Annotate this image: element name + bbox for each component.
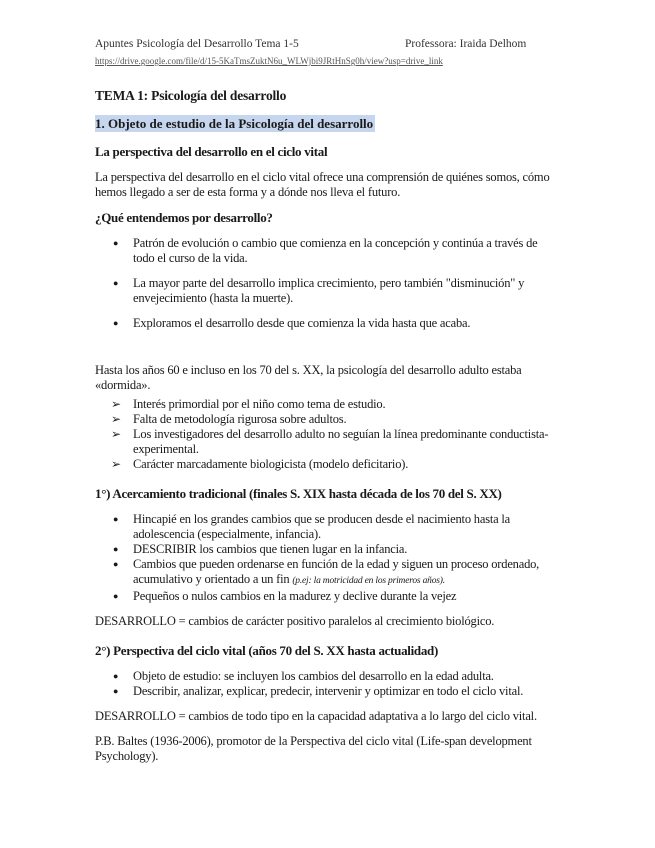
list-item-text: Cambios que pueden ordenarse en función de la edad y siguen un proceso ordenado, acumulativo y orientado a un fin: [133, 557, 540, 586]
spacer: [95, 341, 557, 363]
list-item: ● Exploramos el desarrollo desde que comienza la vida hasta que acaba.: [95, 316, 557, 331]
list-item: ● Pequeños o nulos cambios en la madurez y declive durante la vejez: [95, 589, 557, 604]
list-item: ● La mayor parte del desarrollo implica crecimiento, pero también "disminución" y envejecimiento (hasta la muerte).: [95, 276, 557, 306]
list-item: ● Patrón de evolución o cambio que comienza en la concepción y continúa a través de todo el curso de la vida.: [95, 236, 557, 266]
paragraph-definition-1: DESARROLLO = cambios de carácter positivo paralelos al crecimiento biológico.: [95, 614, 495, 628]
paragraph-baltes: P.B. Baltes (1936-2006), promotor de la Perspectiva del ciclo vital (Life-span development Psychology).: [95, 734, 532, 763]
subheading-ciclo-vital-2: 2°) Perspectiva del ciclo vital (años 70 del S. XX hasta actualidad): [95, 643, 439, 658]
section-heading: [95, 116, 557, 132]
bullet-list-desarrollo: [95, 236, 557, 331]
paragraph-definition-2: DESARROLLO = cambios de todo tipo en la capacidad adaptativa a lo largo del ciclo vital.: [95, 709, 537, 723]
drive-link[interactable]: https://drive.google.com/file/d/15-5KaTmsZuktN6u_WLWjbi9JRtHnSg0h/view?usp=drive_link: [95, 56, 443, 66]
list-item: ● DESCRIBIR los cambios que tienen lugar en la infancia.: [95, 542, 557, 557]
page-title: TEMA 1: Psicología del desarrollo: [95, 88, 287, 103]
list-item: ● Describir, analizar, explicar, predecir, intervenir y optimizar en todo el ciclo vital.: [95, 684, 557, 699]
bullet-list-ciclo-vital: [95, 669, 557, 699]
arrow-list-reasons: [95, 397, 557, 472]
list-item: ➢ Los investigadores del desarrollo adulto no seguían la línea predominante conductista-experimental.: [95, 427, 557, 457]
list-item: ➢ Carácter marcadamente biologicista (modelo deficitario).: [95, 457, 557, 472]
example-note: (p.ej: la motricidad en los primeros años).: [292, 576, 445, 586]
document-body: [95, 88, 557, 774]
list-item: ➢ Interés primordial por el niño como tema de estudio.: [95, 397, 557, 412]
list-item: [95, 557, 557, 589]
bullet-list-tradicional: [95, 512, 557, 604]
paragraph-history: Hasta los años 60 e incluso en los 70 del s. XX, la psicología del desarrollo adulto estaba «dormida».: [95, 363, 522, 392]
subheading-desarrollo: ¿Qué entendemos por desarrollo?: [95, 210, 273, 225]
subheading-ciclo-vital: La perspectiva del desarrollo en el ciclo vital: [95, 144, 328, 159]
paragraph-intro: La perspectiva del desarrollo en el ciclo vital ofrece una comprensión de quiénes somos, cómo hemos llegado a ser de esta forma y a dónde nos lleva el futuro.: [95, 170, 550, 199]
list-item: ● Objeto de estudio: se incluyen los cambios del desarrollo en la edad adulta.: [95, 669, 557, 684]
list-item: ● Hincapié en los grandes cambios que se producen desde el nacimiento hasta la adolescencia (especialmente, infancia).: [95, 512, 557, 542]
list-item: ➢ Falta de metodología rigurosa sobre adultos.: [95, 412, 557, 427]
header-right: Professora: Iraida Delhom: [405, 38, 527, 50]
subheading-tradicional: 1°) Acercamiento tradicional (finales S. XIX hasta década de los 70 del S. XX): [95, 486, 502, 501]
highlighted-heading-text: 1. Objeto de estudio de la Psicología del desarrollo: [95, 116, 374, 131]
header-left: Apuntes Psicología del Desarrollo Tema 1-5: [95, 38, 299, 50]
